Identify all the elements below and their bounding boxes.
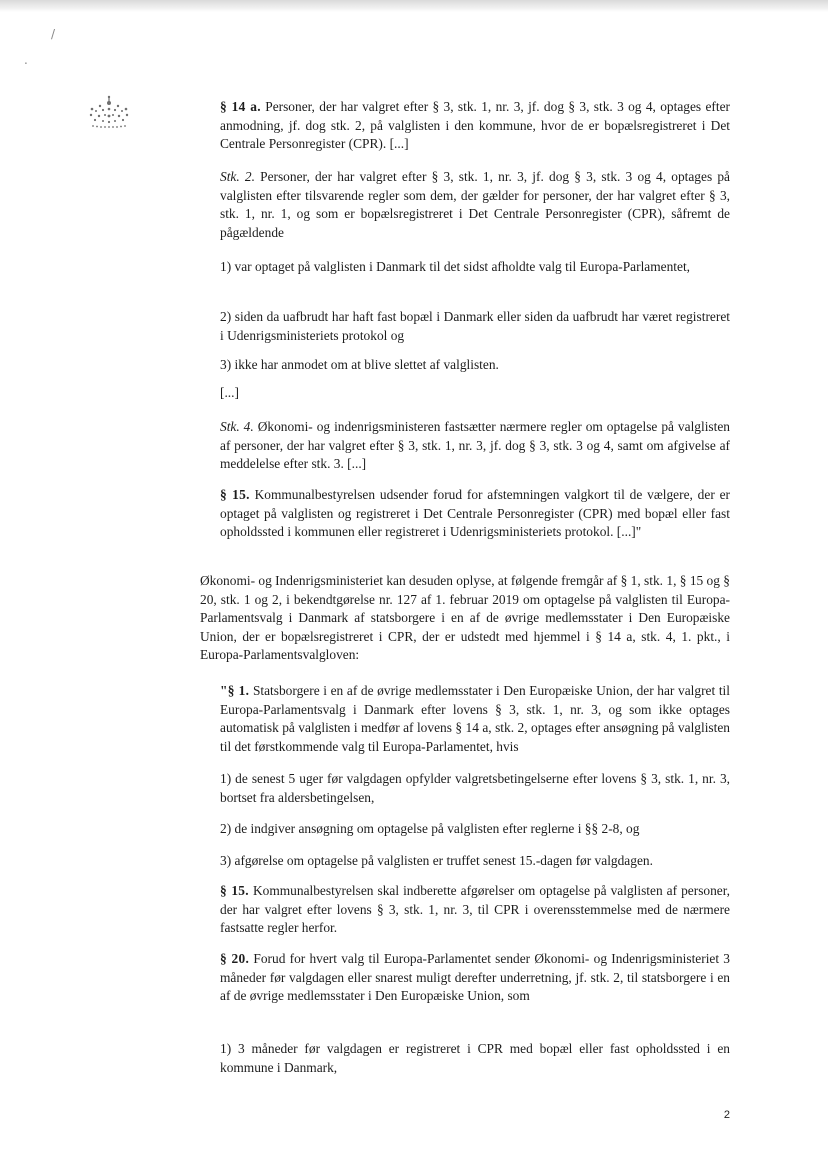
quote-para-14a: [220, 98, 730, 154]
quote-para-15: [220, 486, 730, 542]
quote-list-item-1: 1) var optaget på valglisten i Danmark til det sidst afholdte valg til Europa-Parlamentet,: [220, 259, 691, 274]
stk-label: Stk. 2.: [220, 169, 255, 184]
para-text: Statsborgere i en af de øvrige medlemsstater i Den Europæiske Union, der har valgret til Europa-Parlamentsvalg i Danmark efter lovens § 3, stk. 1, nr. 3, og som ikke optages automatisk på valglisten i medfør af lovens § 14 a, stk. 2, optages efter ansøgning på valglisten til det førstkommende valg til Europa-Parlamentet, hvis: [220, 683, 730, 754]
quote2-list-item-1: 1) de senest 5 uger før valgdagen opfylder valgretsbetingelserne efter lovens § 3, stk. 1, nr. 3, bortset fra aldersbetingelsen,: [220, 771, 730, 805]
para-text: Kommunalbestyrelsen skal indberette afgørelser om optagelse på valglisten af personer, der har valgret efter lovens § 3, stk. 1, nr. 3, til CPR i overensstemmelse med de nærmere fastsatte regler herfor.: [220, 883, 731, 936]
quote-list-item-2: 2) siden da uafbrudt har haft fast bopæl i Danmark eller siden da uafbrudt har været registreret i Udenrigsministeriets protokol og: [220, 309, 730, 343]
para-text: Personer, der har valgret efter § 3, stk. 1, nr. 3, jf. dog § 3, stk. 3 og 4, optages på valglisten efter tilsvarende regler som dem, der gælder for personer, der har valgret efter § 3, stk. 1, nr. 1, og som er bopælsregistreret i Det Centrale Personregister (CPR), såfremt de pågældende: [220, 169, 730, 240]
quote-list-item-3: 3) ikke har anmodet om at blive slettet af valglisten.: [220, 357, 499, 372]
para-text: Kommunalbestyrelsen udsender forud for afstemningen valgkort til de vælgere, der er optaget på valglisten og registreret i Det Centrale Personregister (CPR) med bopæl eller fast opholdssted i kommunen eller registreret i Udenrigsministeriets protokol. [...]": [220, 487, 731, 540]
scan-speck-mark: /: [51, 27, 56, 41]
page-number: 2: [723, 1109, 730, 1121]
quote2-para-1: [220, 682, 730, 756]
scan-speck-dot: .: [24, 53, 28, 67]
quote2-para-20-item-1: 1) 3 måneder før valgdagen er registreret i CPR med bopæl eller fast opholdssted i en kommune i Danmark,: [220, 1041, 730, 1075]
section-label: § 20.: [220, 951, 250, 966]
quote-ellipsis: [...]: [220, 385, 239, 400]
quote2-para-15: [220, 882, 730, 938]
quote2-para-20: [220, 950, 730, 1006]
quote-para-stk2: [220, 168, 730, 242]
para-text: Forud for hvert valg til Europa-Parlamentet sender Økonomi- og Indenrigsministeriet 3 måneder før valgdagen eller snarest muligt derefter underretning, jf. stk. 2, til statsborgere i en af de øvrige medlemsstater i Den Europæiske Union, som: [220, 951, 731, 1004]
crown-logo-icon: [86, 94, 132, 132]
body-paragraph: Økonomi- og Indenrigsministeriet kan desuden oplyse, at følgende fremgår af § 1, stk. 1, § 15 og § 20, stk. 1 og 2, i bekendtgørelse nr. 127 af 1. februar 2019 om optagelse på valglisten til Europa-Parlamentsvalg i Danmark af statsborgere i en af de øvrige medlemsstater i Den Europæiske Union, der er bopælsregistreret i CPR, der er udstedt med hjemmel i § 14 a, stk. 4, 1. pkt., i Europa-Parlamentsvalgloven:: [200, 573, 730, 663]
section-label: § 14 a.: [220, 99, 261, 114]
quote2-list-item-3: 3) afgørelse om optagelse på valglisten er truffet senest 15.-dagen før valgdagen.: [220, 853, 653, 868]
scan-top-edge: [0, 0, 828, 12]
stk-label: Stk. 4.: [220, 419, 254, 434]
section-label: § 15.: [220, 883, 249, 898]
section-label: § 15.: [220, 487, 250, 502]
quote2-list-item-2: 2) de indgiver ansøgning om optagelse på valglisten efter reglerne i §§ 2-8, og: [220, 821, 640, 836]
para-text: Økonomi- og indenrigsministeren fastsætter nærmere regler om optagelse på valglisten af personer, der har valgret efter § 3, stk. 1, nr. 3, jf. dog § 3, stk. 3 og 4, samt om afgivelse af meddelelse efter stk. 3. [...]: [220, 419, 731, 472]
quote-para-stk4: [220, 418, 730, 474]
section-label: "§ 1.: [220, 683, 250, 698]
para-text: Personer, der har valgret efter § 3, stk. 1, nr. 3, jf. dog § 3, stk. 3 og 4, optages efter anmodning, jf. dog stk. 2, på valglisten i den kommune, hvor de er bopælsregistreret i Det Centrale Personregister (CPR). [...]: [220, 99, 730, 152]
